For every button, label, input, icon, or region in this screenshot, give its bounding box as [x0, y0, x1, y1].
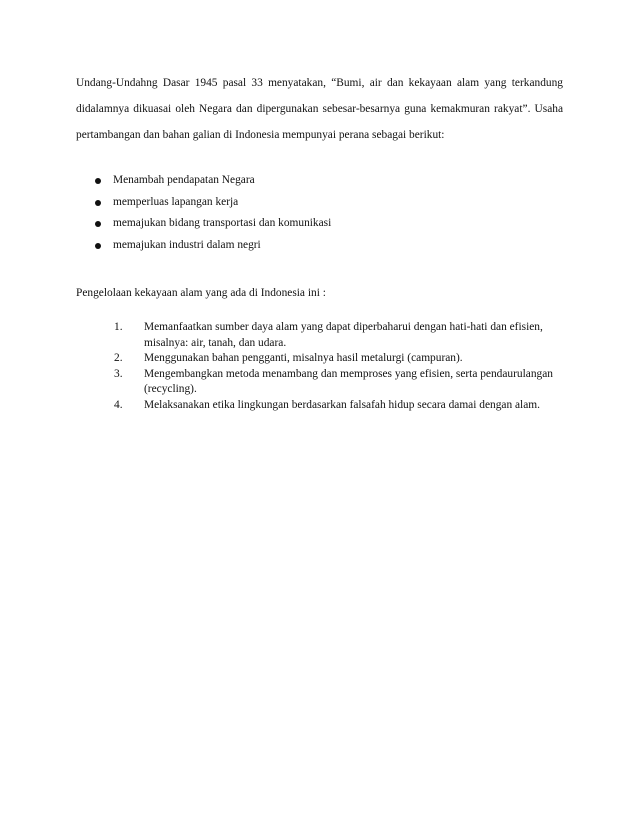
bullet-dot-icon	[95, 200, 101, 206]
item-number: 4.	[114, 398, 123, 411]
management-paragraph: Pengelolaan kekayaan alam yang ada di Indonesia ini :	[76, 287, 326, 299]
item-number: 3.	[114, 367, 123, 380]
item-text: Melaksanakan etika lingkungan berdasarkan falsafah hidup secara damai dengan alam.	[144, 398, 540, 411]
intro-paragraph: Undang-Undahng Dasar 1945 pasal 33 menyatakan, “Bumi, air dan kekayaan alam yang terkandung didalamnya dikuasai oleh Negara dan dipergunakan sebesar-besarnya guna kemakmuran rakyat”. Usaha pertambangan dan bahan galian di Indonesia mempunyai perana sebagai berikut:	[76, 77, 563, 141]
bullet-dot-icon	[95, 221, 101, 227]
bullet-dot-icon	[95, 243, 101, 249]
item-text: Memanfaatkan sumber daya alam yang dapat diperbaharui dengan hati-hati dan efisien, misalnya: air, tanah, dan udara.	[144, 321, 543, 349]
bullet-dot-icon	[95, 178, 101, 184]
bullet-text: memajukan industri dalam negri	[113, 238, 261, 251]
bullet-item	[92, 192, 552, 214]
item-text: Menggunakan bahan pengganti, misalnya hasil metalurgi (campuran).	[144, 352, 463, 365]
item-number: 2.	[114, 352, 123, 365]
bullet-text: memperluas lapangan kerja	[113, 195, 239, 208]
item-number: 1.	[114, 321, 123, 333]
numbered-item	[114, 351, 554, 367]
item-text: Mengembangkan metoda menambang dan memproses yang efisien, serta pendaurulangan (recycling).	[144, 367, 553, 396]
numbered-item	[114, 367, 554, 398]
numbered-list	[114, 320, 554, 414]
bullet-item	[92, 235, 552, 257]
bullet-list	[92, 170, 552, 256]
bullet-text: Menambah pendapatan Negara	[113, 174, 255, 186]
numbered-item	[114, 398, 554, 414]
bullet-item	[92, 170, 552, 192]
bullet-item	[92, 213, 552, 235]
bullet-text: memajukan bidang transportasi dan komunikasi	[113, 217, 332, 229]
numbered-item	[114, 320, 554, 351]
